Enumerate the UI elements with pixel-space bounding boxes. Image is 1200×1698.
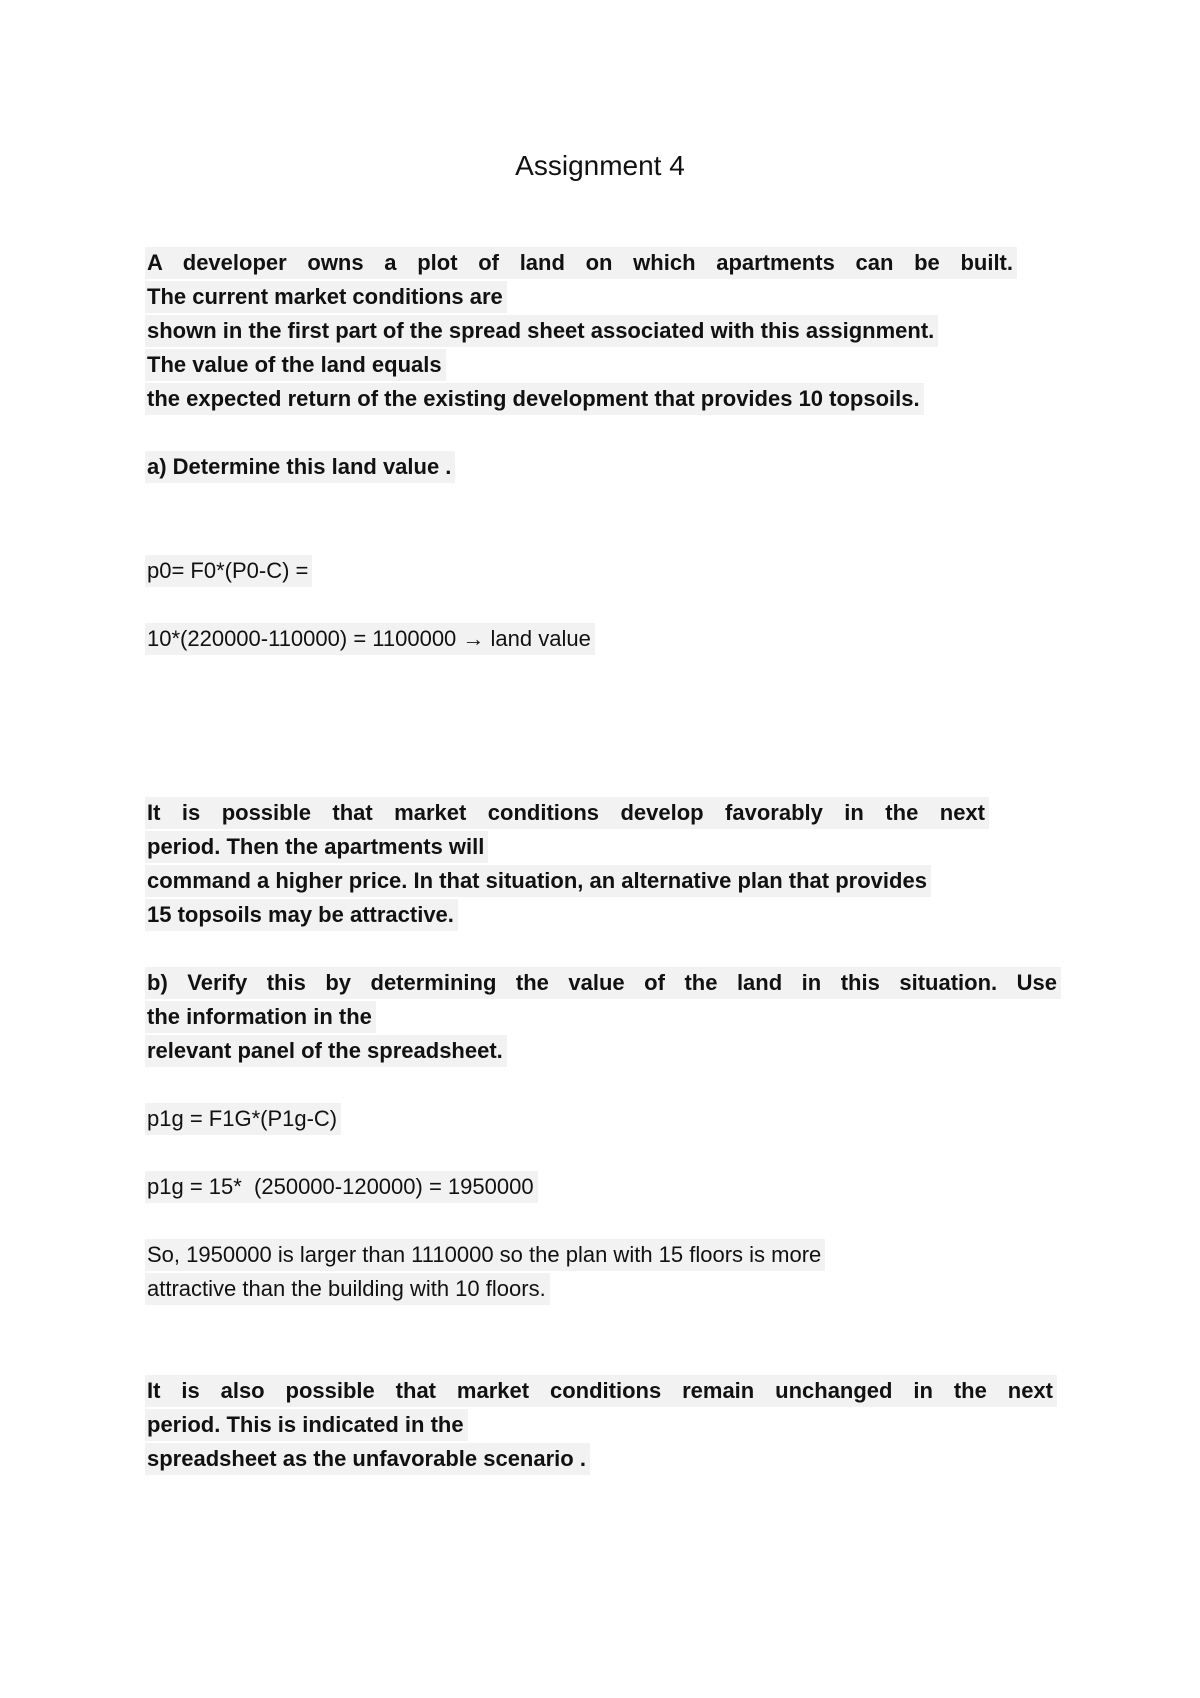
answer-a-formula: p0= F0*(P0-C) = bbox=[145, 555, 312, 587]
favorable-line-4: 15 topsoils may be attractive. bbox=[145, 899, 458, 931]
intro-line-4: The value of the land equals bbox=[145, 349, 446, 381]
question-b-line-3: relevant panel of the spreadsheet. bbox=[145, 1035, 507, 1067]
question-b-line-1: b) Verify this by determining the value of the land in this situation. Use bbox=[145, 967, 1061, 999]
answer-a-calculation: 10*(220000-110000) = 1100000 → land value bbox=[145, 623, 595, 655]
unfavorable-line-3: spreadsheet as the unfavorable scenario . bbox=[145, 1443, 590, 1475]
favorable-line-2: period. Then the apartments will bbox=[145, 831, 488, 863]
intro-line-2: The current market conditions are bbox=[145, 281, 507, 313]
answer-b-formula: p1g = F1G*(P1g-C) bbox=[145, 1103, 341, 1135]
answer-b-calculation: p1g = 15* (250000-120000) = 1950000 bbox=[145, 1171, 538, 1203]
favorable-line-1: It is possible that market conditions develop favorably in the next bbox=[145, 797, 989, 829]
question-b-line-2: the information in the bbox=[145, 1001, 376, 1033]
document-title: Assignment 4 bbox=[515, 150, 685, 181]
intro-line-3: shown in the first part of the spread sheet associated with this assignment. bbox=[145, 315, 938, 347]
answer-b-conclusion-1: So, 1950000 is larger than 1110000 so the plan with 15 floors is more bbox=[145, 1239, 825, 1271]
unfavorable-line-2: period. This is indicated in the bbox=[145, 1409, 468, 1441]
question-a: a) Determine this land value . bbox=[145, 451, 455, 483]
answer-b-conclusion-2: attractive than the building with 10 floors. bbox=[145, 1273, 550, 1305]
favorable-line-3: command a higher price. In that situation, an alternative plan that provides bbox=[145, 865, 931, 897]
unfavorable-line-1: It is also possible that market conditions remain unchanged in the next bbox=[145, 1375, 1057, 1407]
intro-line-5: the expected return of the existing development that provides 10 topsoils. bbox=[145, 383, 924, 415]
intro-line-1: A developer owns a plot of land on which apartments can be built. bbox=[145, 247, 1017, 279]
